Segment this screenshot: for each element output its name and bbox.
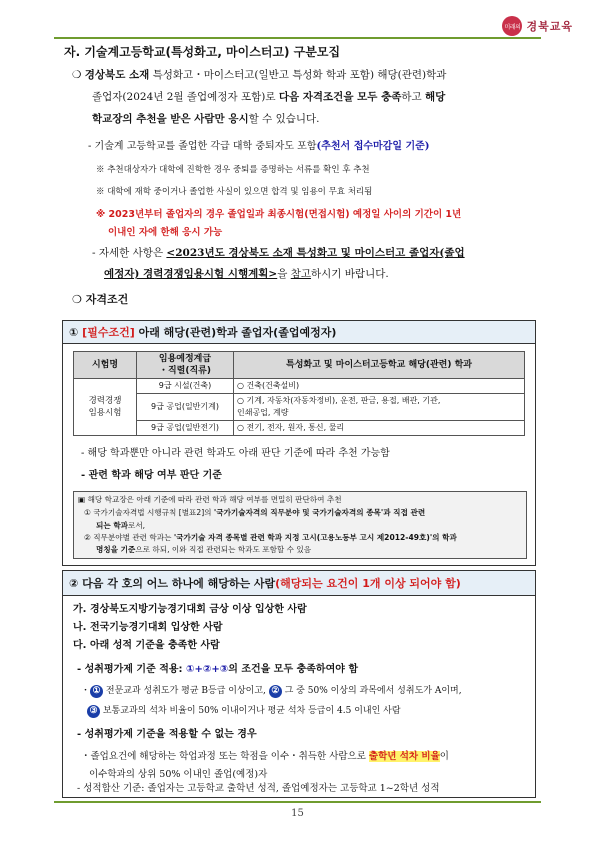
achievement-criteria-heading: - 성취평가제 기준 적용: ①+②+③의 조건을 모두 충족하여야 함 [77, 664, 359, 675]
exam-name: 경력경쟁 임용시험 [74, 379, 137, 436]
achievement-line-1: ・ ① 전문교과 성취도가 평균 B등급 이상이고, ② 그 중 50% 이상의 과목에서 성취도가 A이며, [81, 686, 462, 696]
no-achievement-line-1: ・졸업요건에 해당하는 학업과정 또는 학점을 이수・취득한 사람으로 출학년 석차 비율이 [81, 751, 449, 762]
col-rank: 임용예정계급 ・직렬(직류) [137, 352, 234, 379]
marker-2: ② [269, 685, 282, 698]
table-row: 경력경쟁 임용시험 9급 시설(건축) ○ 건축(건축설비) [74, 379, 525, 394]
box2-header: ② 다음 각 호의 어느 하나에 해당하는 사람(해당되는 요건이 1개 이상 되어야 함) [63, 571, 535, 596]
department-table [73, 351, 525, 436]
box1-header: ① [필수조건] 아래 해당(관련)학과 졸업자(졸업예정자) [63, 321, 535, 344]
table-row: 9급 공업(일반기계) ○ 기계, 자동차(자동차정비), 운전, 판금, 용접, 배관, 기관, 인쇄공업, 계량 [74, 394, 525, 421]
intro-line-3: 학교장의 추천을 받은 사람만 응시할 수 있습니다. [92, 113, 320, 125]
marker-1: ① [90, 685, 103, 698]
condition-da: 다. 아래 성적 기준을 충족한 사람 [73, 640, 220, 651]
related-dept-criteria-heading: - 관련 학과 해당 여부 판단 기준 [81, 470, 222, 481]
required-tag: [필수조건] [82, 326, 135, 339]
note-2023-line1: ※ 2023년부터 졸업자의 경우 졸업일과 최종시험(면접시험) 예정일 사이의 기간이 1년 [96, 209, 462, 220]
section-title: 자. 기술계고등학교(특성화고, 마이스터고) 구분모집 [64, 45, 341, 59]
marker-3: ③ [87, 705, 100, 718]
logo-text: 경북교육 [526, 20, 573, 33]
no-achievement-line-2: 이수학과의 상위 50% 이내인 졸업(예정)자 [89, 769, 268, 780]
required-condition-box [62, 320, 536, 566]
note-reference-line2: 예정자) 경력경쟁임용시험 시행계획>을 참고하시기 바랍니다. [104, 268, 389, 280]
bottom-rule [54, 801, 541, 803]
top-rule [54, 37, 541, 39]
note-invalid: ※ 대학에 재학 중이거나 졸업한 사실이 있으면 합격 및 임용이 무효 처리됨 [96, 187, 373, 197]
gyeongbuk-education-logo [502, 14, 573, 38]
page-number: 15 [291, 808, 304, 819]
note-reference-line1: - 자세한 사항은 <2023년도 경상북도 소재 특성화고 및 마이스터고 졸업자(졸업 [92, 247, 465, 259]
logo-emblem: 미래의 [502, 16, 522, 36]
optional-condition-box [62, 570, 536, 798]
condition-na: 나. 전국기능경기대회 입상한 사람 [73, 622, 223, 633]
table-row: 9급 공업(일반전기) ○ 전기, 전자, 원자, 통신, 물리 [74, 421, 525, 436]
condition-ga: 가. 경상북도지방기능경기대회 금상 이상 입상한 사람 [73, 604, 307, 615]
col-exam: 시험명 [74, 352, 137, 379]
grade-basis: - 성적합산 기준: 졸업자는 고등학교 출학년 성적, 졸업예정자는 고등학교 1~2학년 성적 [77, 783, 440, 794]
note-transcript: ※ 추천대상자가 대학에 진학한 경우 중퇴를 증명하는 서류를 확인 후 추천 [96, 165, 370, 175]
note-dropout: - 기술계 고등학교를 졸업한 각급 대학 중퇴자도 포함(추천서 접수마감일 기준) [88, 141, 430, 152]
col-dept: 특성화고 및 마이스터고등학교 해당(관련) 학과 [234, 352, 525, 379]
table-header-row [74, 352, 525, 379]
bullet: ❍ [72, 69, 82, 81]
qualification-heading: ❍ 자격조건 [72, 293, 129, 306]
intro-line-1: ❍ 경상북도 소재 특성화고・마이스터고(일반고 특성화 학과 포함) 해당(관련)학과 [72, 69, 447, 81]
criteria-box: ▣ 해당 학교장은 아래 기준에 따라 관련 학과 해당 여부를 면밀히 판단하여 추천 ① 국가기술자격법 시행규칙 [별표2]의 '국가기술자격의 직무분야 및 국가기술자격의 종목'과 직접 관련 되는 학과로서, ② 직무분야별 관련 학과는 '국가기술 자격 종목별 관련 학과 지정 고시(고용노동부 고시 제2012-49호)'의 학과 명칭을 기준으로 하되, 이와 직접 관련되는 학과도 포함할 수 있음 [73, 491, 527, 559]
intro-line-2: 졸업자(2024년 2월 졸업예정자 포함)로 다음 자격조건을 모두 충족하고 해당 [92, 91, 446, 103]
note-2023-line2: 이내인 자에 한해 응시 가능 [108, 227, 223, 238]
no-achievement-heading: - 성취평가제 기준을 적용할 수 없는 경우 [77, 729, 257, 740]
achievement-line-2: ③ 보통교과의 석차 비율이 50% 이내이거나 평균 석차 등급이 4.5 이내인 사람 [87, 703, 401, 720]
related-dept-note: - 해당 학과뿐만 아니라 관련 학과도 아래 판단 기준에 따라 추천 가능함 [81, 448, 390, 459]
